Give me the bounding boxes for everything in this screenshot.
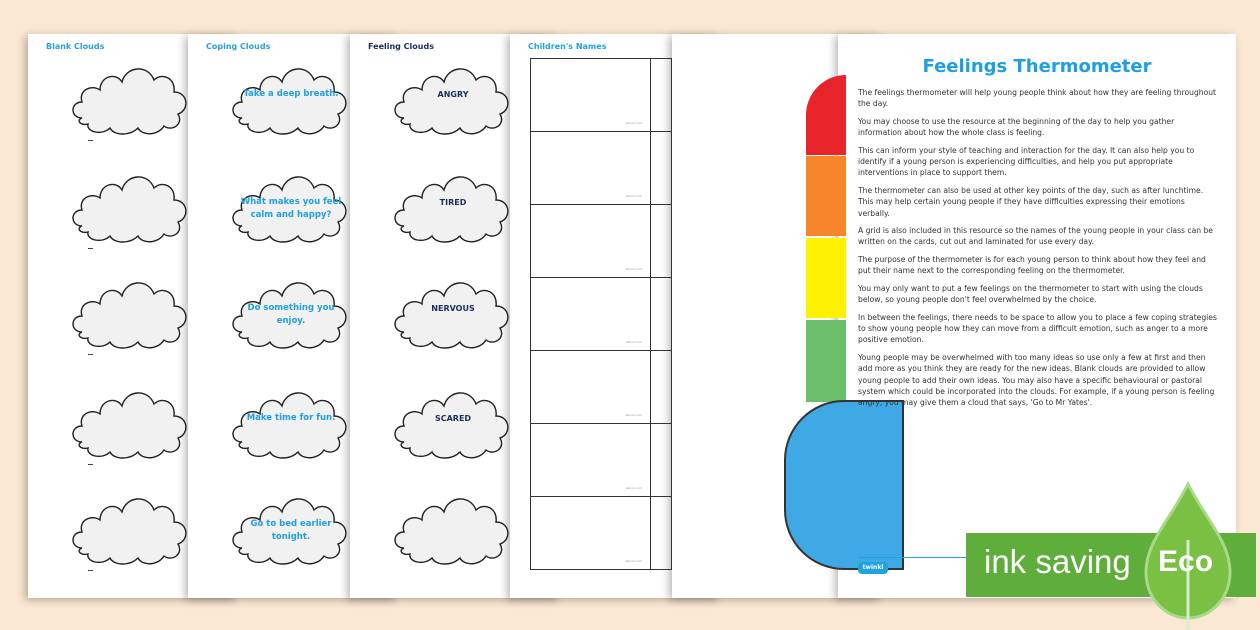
coping-cloud: [228, 486, 354, 568]
info-paragraph: A grid is also included in this resource so the names of the young people in your class can be written on the cards, cut out and laminated for use every day.: [858, 226, 1213, 247]
cloud-dash: [88, 248, 93, 249]
page-title: Blank Clouds: [46, 42, 105, 51]
thermometer-orange: [806, 156, 846, 236]
cloud-text: SCARED: [434, 414, 472, 423]
name-card: [530, 204, 651, 278]
page-title: Children's Names: [528, 42, 607, 51]
info-paragraph: The purpose of the thermometer is for each young person to think about how they feel and put their name next to the corresponding feeling on the thermometer.: [858, 254, 1206, 276]
cloud-dash: [88, 464, 93, 465]
info-paragraph: You may only want to put a few feelings on the thermometer to start with using the clouds below, so young people don't feel overwhelmed by the choice.: [858, 283, 1203, 305]
page-title: Feeling Clouds: [368, 42, 434, 51]
blank-cloud: [68, 486, 194, 568]
feeling-cloud: [390, 270, 516, 352]
name-card: [650, 277, 672, 351]
name-card: [530, 277, 651, 351]
eco-label: Eco: [1158, 545, 1214, 578]
feeling-cloud: [390, 380, 516, 462]
cloud-text: NERVOUS: [431, 304, 475, 313]
info-paragraph: You may choose to use the resource at the beginning of the day to help you gather information about how the whole class is feeling.: [858, 116, 1175, 138]
name-card: [650, 350, 672, 424]
cloud-text: Go to bed earlier tonight.: [250, 519, 332, 542]
name-card: [650, 423, 672, 497]
thermometer-green: [806, 320, 846, 402]
blank-cloud: [68, 380, 194, 462]
name-card: [650, 131, 672, 205]
feeling-cloud: [390, 56, 516, 138]
info-paragraph: Young people may be overwhelmed with too many ideas so use only a few at first and then add more as you think they are ready for the new ideas. Blank clouds are provided to allow young people to add their own ideas. You may also have a specific behavioural or pastoral system which could be incorporated into the clouds. For example, if a young person is feeling angry, you may give them a cloud that says, 'Go to Mr Yates'.: [858, 352, 1215, 408]
info-paragraph: The thermometer can also be used at other key points of the day, such as after lunchtime. This may help certain young people if they have difficulties expressing their emotions verbally.: [858, 185, 1204, 218]
blank-cloud: [68, 270, 194, 352]
cloud-text: Do something you enjoy.: [247, 303, 335, 326]
coping-cloud: [228, 164, 354, 246]
card-footer: twinkl.com: [625, 413, 642, 417]
coping-cloud: [228, 56, 354, 138]
feeling-cloud: [390, 486, 516, 568]
feeling-cloud: [390, 164, 516, 246]
name-card: [530, 58, 651, 132]
coping-cloud: [228, 270, 354, 352]
cloud-text: Take a deep breath.: [243, 89, 339, 99]
blank-cloud: [68, 56, 194, 138]
card-footer: twinkl.com: [625, 486, 642, 490]
thermometer-bulb: [784, 400, 904, 570]
name-card: [650, 58, 672, 132]
info-title: Feelings Thermometer: [922, 56, 1152, 77]
card-footer: twinkl.com: [625, 340, 642, 344]
info-paragraph: The feelings thermometer will help young people think about how they are feeling throughout the day.: [858, 88, 1217, 109]
info-paragraph: This can inform your style of teaching and interaction for the day. It can also help you to identify if a young person is experiencing difficulties, and help you put appropriate interventions in place to support them.: [858, 145, 1195, 178]
card-footer: twinkl.com: [625, 194, 642, 198]
blank-cloud: [68, 164, 194, 246]
info-paragraph: In between the feelings, there needs to be space to allow you to place a few coping strategies to show young people how they can move from a difficult emotion, such as anger to a more positive emotion.: [858, 312, 1217, 345]
info-body: [858, 87, 1218, 415]
name-card: [650, 496, 672, 570]
card-footer: twinkl.com: [625, 121, 642, 125]
card-footer: twinkl.com: [625, 559, 642, 563]
cloud-text: TIRED: [439, 198, 467, 207]
cloud-dash: [88, 140, 93, 141]
cloud-text: Make time for fun.: [246, 413, 336, 423]
cloud-text: ANGRY: [437, 90, 469, 99]
ink-saving-text: ink saving: [984, 543, 1131, 580]
name-card: [530, 496, 651, 570]
coping-cloud: [228, 380, 354, 462]
name-card: [650, 204, 672, 278]
name-card: [530, 350, 651, 424]
name-card: [530, 423, 651, 497]
cloud-dash: [88, 570, 93, 571]
cloud-text: What makes you feel calm and happy?: [240, 197, 342, 220]
name-card: [530, 131, 651, 205]
page-title: Coping Clouds: [206, 42, 271, 51]
card-footer: twinkl.com: [625, 267, 642, 271]
twinkl-logo: twinkl: [858, 562, 888, 574]
thermometer-yellow: [806, 238, 846, 318]
cloud-dash: [88, 354, 93, 355]
